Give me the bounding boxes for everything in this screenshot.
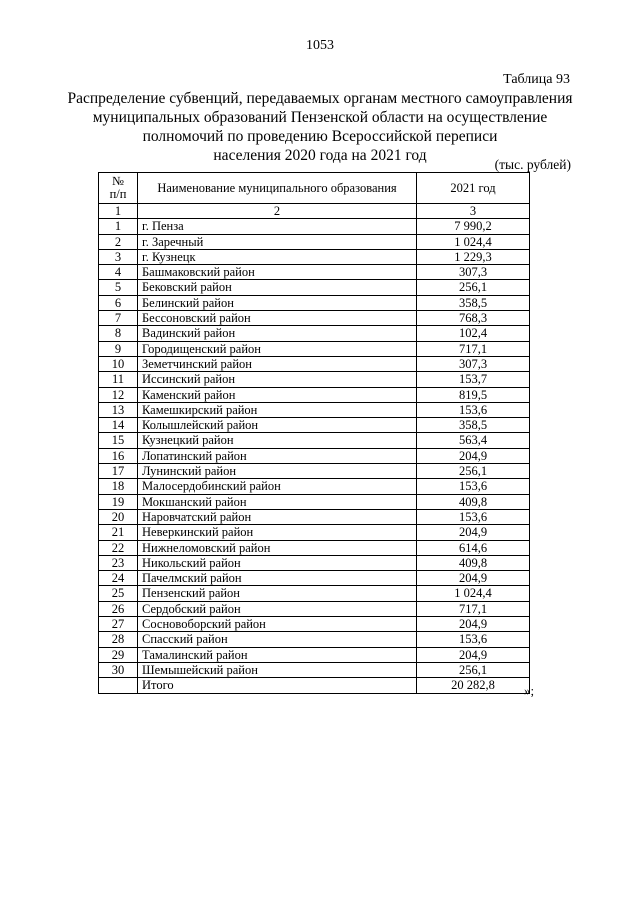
table-row [99, 540, 530, 555]
page-number: 1053 [306, 38, 334, 53]
row-number: 8 [99, 326, 138, 341]
row-name: Камешкирский район [138, 402, 417, 417]
row-number: 23 [99, 555, 138, 570]
row-number: 28 [99, 632, 138, 647]
table-row [99, 402, 530, 417]
row-name: Никольский район [138, 555, 417, 570]
table-row [99, 494, 530, 509]
row-number: 12 [99, 387, 138, 402]
row-number: 22 [99, 540, 138, 555]
row-number: 6 [99, 295, 138, 310]
row-name: Бековский район [138, 280, 417, 295]
row-number: 26 [99, 601, 138, 616]
row-value: 614,6 [417, 540, 530, 555]
row-value: 7 990,2 [417, 219, 530, 234]
row-name: Бессоновский район [138, 311, 417, 326]
row-number: 16 [99, 448, 138, 463]
row-number: 11 [99, 372, 138, 387]
row-number: 3 [99, 249, 138, 264]
table-row [99, 433, 530, 448]
table-label: Таблица 93 [503, 72, 570, 87]
title-line: полномочий по проведению Всероссийской переписи [142, 128, 498, 145]
row-number: 1 [99, 219, 138, 234]
row-value: 1 024,4 [417, 586, 530, 601]
table-row [99, 372, 530, 387]
table-row [99, 509, 530, 524]
table-row [99, 464, 530, 479]
row-number: 10 [99, 356, 138, 371]
row-name: Вадинский район [138, 326, 417, 341]
row-value: 204,9 [417, 525, 530, 540]
row-name: Мокшанский район [138, 494, 417, 509]
row-name: Сердобский район [138, 601, 417, 616]
title-line: населения 2020 года на 2021 год [213, 147, 427, 164]
row-number: 2 [99, 234, 138, 249]
row-value: 256,1 [417, 464, 530, 479]
table-row [99, 617, 530, 632]
table-row [99, 341, 530, 356]
table-row [99, 601, 530, 616]
row-value: 102,4 [417, 326, 530, 341]
table-row [99, 265, 530, 280]
row-value: 1 024,4 [417, 234, 530, 249]
row-name: г. Пенза [138, 219, 417, 234]
header-name: Наименование муниципального образования [138, 173, 417, 204]
header-number-line1: № [112, 174, 124, 188]
table-row [99, 662, 530, 677]
row-value: 153,6 [417, 479, 530, 494]
total-row [99, 678, 530, 693]
row-number: 20 [99, 509, 138, 524]
row-name: Иссинский район [138, 372, 417, 387]
row-value: 563,4 [417, 433, 530, 448]
row-value: 1 229,3 [417, 249, 530, 264]
row-name: Кузнецкий район [138, 433, 417, 448]
row-value: 768,3 [417, 311, 530, 326]
row-name: Неверкинский район [138, 525, 417, 540]
row-value: 204,9 [417, 571, 530, 586]
row-value: 256,1 [417, 662, 530, 677]
row-name: Пачелмский район [138, 571, 417, 586]
row-name: Каменский район [138, 387, 417, 402]
row-number: 18 [99, 479, 138, 494]
row-name: Сосновоборский район [138, 617, 417, 632]
row-number: 25 [99, 586, 138, 601]
row-name: Тамалинский район [138, 647, 417, 662]
title-line: Распределение субвенций, передаваемых органам местного самоуправления [67, 90, 573, 107]
row-name: Башмаковский район [138, 265, 417, 280]
row-number: 15 [99, 433, 138, 448]
row-value: 153,6 [417, 632, 530, 647]
row-number: 19 [99, 494, 138, 509]
table-row [99, 586, 530, 601]
table-row [99, 326, 530, 341]
table-row [99, 448, 530, 463]
row-value: 717,1 [417, 601, 530, 616]
row-name: Лунинский район [138, 464, 417, 479]
row-value: 717,1 [417, 341, 530, 356]
table-row [99, 632, 530, 647]
row-number: 13 [99, 402, 138, 417]
row-value: 204,9 [417, 448, 530, 463]
row-name: Белинский район [138, 295, 417, 310]
table-row [99, 525, 530, 540]
row-name: Спасский район [138, 632, 417, 647]
table-body [99, 219, 530, 693]
header-number-line2: п/п [109, 187, 127, 201]
header-year: 2021 год [417, 173, 530, 204]
row-value: 307,3 [417, 356, 530, 371]
row-value: 153,7 [417, 372, 530, 387]
table-row [99, 295, 530, 310]
row-number: 29 [99, 647, 138, 662]
row-number: 24 [99, 571, 138, 586]
row-value: 204,9 [417, 647, 530, 662]
row-number: 21 [99, 525, 138, 540]
closing-quote: »; [524, 683, 535, 698]
row-name: Пензенский район [138, 586, 417, 601]
row-number: 5 [99, 280, 138, 295]
row-name: Нижнеломовский район [138, 540, 417, 555]
table-row [99, 249, 530, 264]
row-number: 30 [99, 662, 138, 677]
column-number-row [99, 204, 530, 219]
row-name: Колышлейский район [138, 418, 417, 433]
row-value: 307,3 [417, 265, 530, 280]
row-name: Шемышейский район [138, 662, 417, 677]
table-row [99, 647, 530, 662]
total-number-cell [99, 678, 138, 693]
row-name: Наровчатский район [138, 509, 417, 524]
row-number: 27 [99, 617, 138, 632]
row-name: Земетчинский район [138, 356, 417, 371]
subvention-table [98, 172, 530, 694]
table-row [99, 219, 530, 234]
row-value: 153,6 [417, 509, 530, 524]
table-row [99, 571, 530, 586]
units-label: (тыс. рублей) [494, 157, 571, 172]
row-value: 358,5 [417, 418, 530, 433]
table-row [99, 311, 530, 326]
table-row [99, 387, 530, 402]
row-name: Лопатинский район [138, 448, 417, 463]
column-number: 1 [99, 204, 138, 219]
row-value: 409,8 [417, 555, 530, 570]
table-header-row [99, 173, 530, 204]
row-value: 819,5 [417, 387, 530, 402]
total-label: Итого [138, 678, 417, 693]
row-value: 204,9 [417, 617, 530, 632]
table-row [99, 280, 530, 295]
table-row [99, 356, 530, 371]
row-number: 4 [99, 265, 138, 280]
row-value: 358,5 [417, 295, 530, 310]
table-row [99, 479, 530, 494]
row-name: г. Кузнецк [138, 249, 417, 264]
table-row [99, 234, 530, 249]
column-number: 2 [138, 204, 417, 219]
row-name: г. Заречный [138, 234, 417, 249]
row-number: 17 [99, 464, 138, 479]
table-row [99, 418, 530, 433]
row-name: Малосердобинский район [138, 479, 417, 494]
title-line: муниципальных образований Пензенской области на осуществление [92, 109, 548, 126]
column-number: 3 [417, 204, 530, 219]
total-value: 20 282,8 [417, 678, 530, 693]
row-name: Городищенский район [138, 341, 417, 356]
row-number: 7 [99, 311, 138, 326]
row-number: 14 [99, 418, 138, 433]
row-value: 153,6 [417, 402, 530, 417]
table-row [99, 555, 530, 570]
row-number: 9 [99, 341, 138, 356]
row-value: 256,1 [417, 280, 530, 295]
document-title [60, 89, 580, 165]
row-value: 409,8 [417, 494, 530, 509]
header-number [99, 173, 138, 204]
